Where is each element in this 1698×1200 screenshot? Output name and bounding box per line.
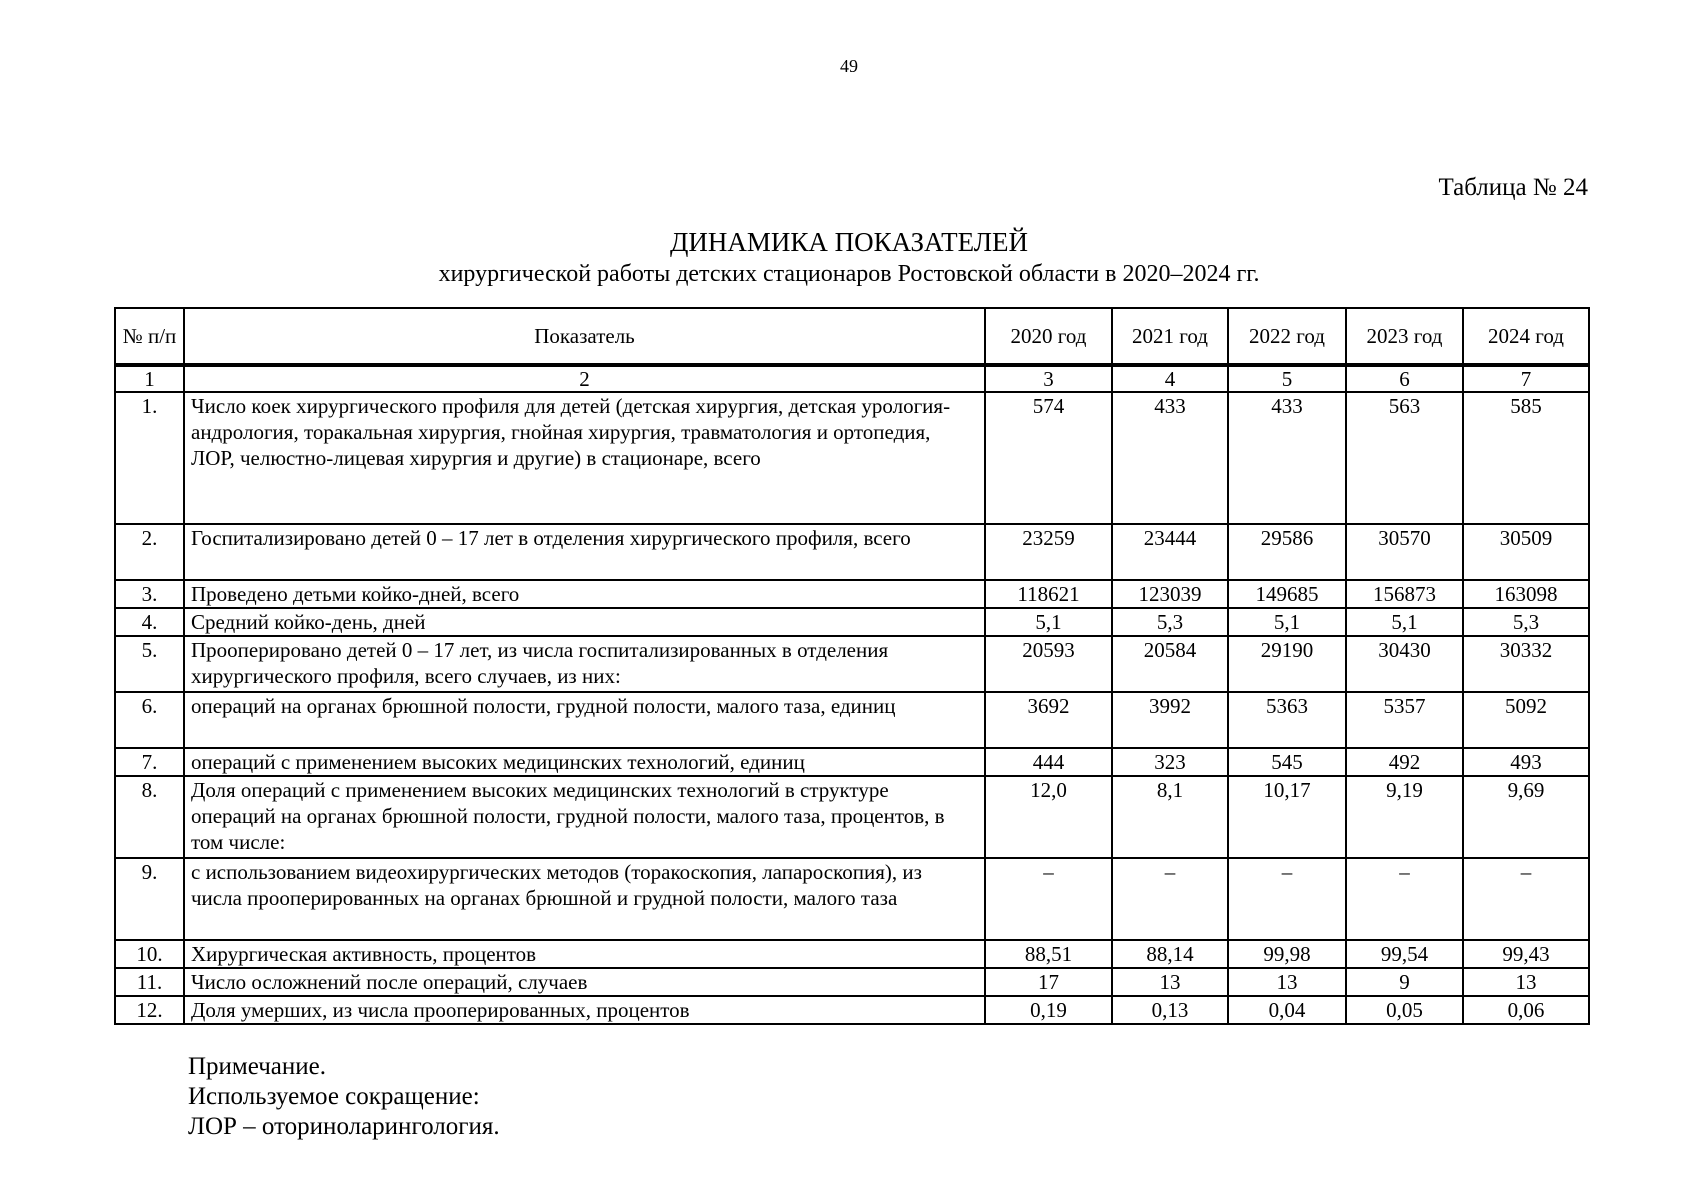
value-2021: 323 <box>1112 748 1228 776</box>
value-2021: 23444 <box>1112 524 1228 580</box>
value-2024: 493 <box>1463 748 1589 776</box>
value-2024: 99,43 <box>1463 940 1589 968</box>
column-number: 2 <box>184 365 985 392</box>
value-2023: 99,54 <box>1346 940 1463 968</box>
value-2020: 444 <box>985 748 1112 776</box>
value-2023: 563 <box>1346 392 1463 524</box>
value-2021: 0,13 <box>1112 996 1228 1024</box>
value-2021: 20584 <box>1112 636 1228 692</box>
table-label: Таблица № 24 <box>1438 174 1588 201</box>
row-indicator: с использованием видеохирургических методов (торакоскопия, лапароскопия), из числа прооперированных на органах брюшной и грудной полости, малого таза <box>184 858 985 940</box>
row-number: 7. <box>115 748 184 776</box>
value-2020: 3692 <box>985 692 1112 748</box>
column-number: 5 <box>1228 365 1346 392</box>
value-2022: 99,98 <box>1228 940 1346 968</box>
column-numbers-row <box>115 365 1589 392</box>
header-num: № п/п <box>115 308 184 365</box>
table-row <box>115 940 1589 968</box>
value-2021: 433 <box>1112 392 1228 524</box>
value-2020: 118621 <box>985 580 1112 608</box>
note-abbr-intro: Используемое сокращение: <box>188 1083 480 1110</box>
row-number: 8. <box>115 776 184 858</box>
value-2022: 545 <box>1228 748 1346 776</box>
value-2020: 88,51 <box>985 940 1112 968</box>
header-2021: 2021 год <box>1112 308 1228 365</box>
table-row <box>115 748 1589 776</box>
column-number: 1 <box>115 365 184 392</box>
column-number: 7 <box>1463 365 1589 392</box>
value-2023: 5,1 <box>1346 608 1463 636</box>
value-2023: 30570 <box>1346 524 1463 580</box>
table-row <box>115 968 1589 996</box>
value-2022: 433 <box>1228 392 1346 524</box>
value-2023: 9,19 <box>1346 776 1463 858</box>
value-2022: 5363 <box>1228 692 1346 748</box>
table-row <box>115 580 1589 608</box>
row-indicator: Число коек хирургического профиля для детей (детская хирургия, детская урология-андрология, торакальная хирургия, гнойная хирургия, травматология и ортопедия, ЛОР, челюстно-лицевая хирургия и другие) в стационаре, всего <box>184 392 985 524</box>
value-2023: 30430 <box>1346 636 1463 692</box>
table-row <box>115 996 1589 1024</box>
value-2020: 0,19 <box>985 996 1112 1024</box>
note-abbr-line: ЛОР – оториноларингология. <box>188 1113 500 1140</box>
value-2023: 5357 <box>1346 692 1463 748</box>
value-2022: 29586 <box>1228 524 1346 580</box>
value-2020: 12,0 <box>985 776 1112 858</box>
value-2024: 0,06 <box>1463 996 1589 1024</box>
row-number: 12. <box>115 996 184 1024</box>
value-2022: 10,17 <box>1228 776 1346 858</box>
table-row <box>115 858 1589 940</box>
value-2024: 9,69 <box>1463 776 1589 858</box>
value-2024: 30509 <box>1463 524 1589 580</box>
footnote <box>188 1052 500 1142</box>
value-2021: 8,1 <box>1112 776 1228 858</box>
value-2020: 574 <box>985 392 1112 524</box>
row-number: 2. <box>115 524 184 580</box>
row-number: 6. <box>115 692 184 748</box>
indicators-table <box>114 307 1590 1025</box>
row-number: 3. <box>115 580 184 608</box>
table-subtitle: хирургической работы детских стационаров Ростовской области в 2020–2024 гг. <box>438 261 1260 287</box>
value-2024: 585 <box>1463 392 1589 524</box>
row-indicator: Прооперировано детей 0 – 17 лет, из числа госпитализированных в отделения хирургического профиля, всего случаев, из них: <box>184 636 985 692</box>
row-indicator: Доля умерших, из числа прооперированных, процентов <box>184 996 985 1024</box>
value-2020: 17 <box>985 968 1112 996</box>
row-indicator: Доля операций с применением высоких медицинских технологий в структуре операций на органах брюшной полости, грудной полости, малого таза, процентов, в том числе: <box>184 776 985 858</box>
value-2024: 13 <box>1463 968 1589 996</box>
value-2022: 13 <box>1228 968 1346 996</box>
value-2021: 88,14 <box>1112 940 1228 968</box>
table-row <box>115 636 1589 692</box>
row-indicator: Проведено детьми койко-дней, всего <box>184 580 985 608</box>
note-heading: Примечание. <box>188 1053 327 1080</box>
value-2024: 30332 <box>1463 636 1589 692</box>
value-2022: 29190 <box>1228 636 1346 692</box>
row-indicator: операций с применением высоких медицинских технологий, единиц <box>184 748 985 776</box>
row-indicator: Хирургическая активность, процентов <box>184 940 985 968</box>
column-number: 4 <box>1112 365 1228 392</box>
table-row <box>115 392 1589 524</box>
row-indicator: Число осложнений после операций, случаев <box>184 968 985 996</box>
page-number: 49 <box>840 56 858 76</box>
row-number: 9. <box>115 858 184 940</box>
header-2023: 2023 год <box>1346 308 1463 365</box>
value-2021: 13 <box>1112 968 1228 996</box>
value-2022: 5,1 <box>1228 608 1346 636</box>
value-2023: 156873 <box>1346 580 1463 608</box>
table-title: ДИНАМИКА ПОКАЗАТЕЛЕЙ <box>669 227 1029 257</box>
value-2020: 20593 <box>985 636 1112 692</box>
header-2022: 2022 год <box>1228 308 1346 365</box>
table-row <box>115 776 1589 858</box>
header-2024: 2024 год <box>1463 308 1589 365</box>
column-number: 3 <box>985 365 1112 392</box>
table-header-row <box>115 308 1589 365</box>
value-2023: 492 <box>1346 748 1463 776</box>
value-2024: 5092 <box>1463 692 1589 748</box>
value-2022: 0,04 <box>1228 996 1346 1024</box>
value-2020: – <box>985 858 1112 940</box>
value-2024: 5,3 <box>1463 608 1589 636</box>
header-2020: 2020 год <box>985 308 1112 365</box>
row-number: 4. <box>115 608 184 636</box>
value-2023: – <box>1346 858 1463 940</box>
table-row <box>115 524 1589 580</box>
row-indicator: Госпитализировано детей 0 – 17 лет в отделения хирургического профиля, всего <box>184 524 985 580</box>
value-2021: 3992 <box>1112 692 1228 748</box>
value-2022: – <box>1228 858 1346 940</box>
row-number: 1. <box>115 392 184 524</box>
column-number: 6 <box>1346 365 1463 392</box>
value-2021: 5,3 <box>1112 608 1228 636</box>
value-2020: 23259 <box>985 524 1112 580</box>
value-2023: 9 <box>1346 968 1463 996</box>
value-2023: 0,05 <box>1346 996 1463 1024</box>
value-2021: 123039 <box>1112 580 1228 608</box>
value-2021: – <box>1112 858 1228 940</box>
row-number: 5. <box>115 636 184 692</box>
value-2020: 5,1 <box>985 608 1112 636</box>
row-number: 10. <box>115 940 184 968</box>
value-2022: 149685 <box>1228 580 1346 608</box>
table-row <box>115 692 1589 748</box>
value-2024: 163098 <box>1463 580 1589 608</box>
row-indicator: Средний койко-день, дней <box>184 608 985 636</box>
row-indicator: операций на органах брюшной полости, грудной полости, малого таза, единиц <box>184 692 985 748</box>
header-indicator: Показатель <box>184 308 985 365</box>
row-number: 11. <box>115 968 184 996</box>
value-2024: – <box>1463 858 1589 940</box>
table-row <box>115 608 1589 636</box>
